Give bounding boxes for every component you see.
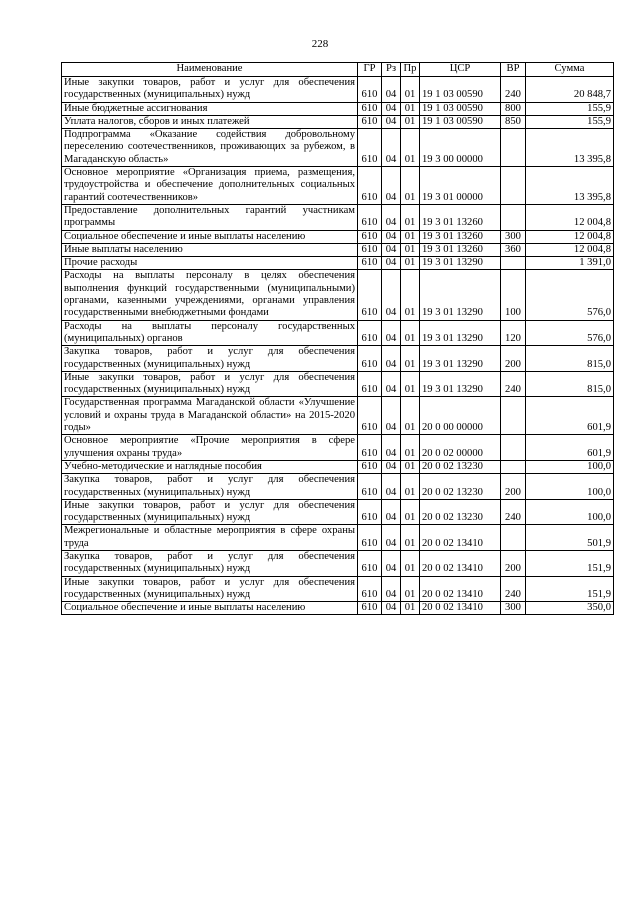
cell-csr: 19 1 03 00590 [420,115,501,128]
cell-csr: 19 3 01 13290 [420,320,501,346]
cell-sum: 100,0 [526,460,614,473]
cell-rz: 04 [382,102,401,115]
cell-rz: 04 [382,167,401,205]
cell-gr: 610 [358,576,382,602]
cell-name: Межрегиональные и областные мероприятия в сфере охраны труда [62,525,358,551]
cell-gr: 610 [358,320,382,346]
cell-gr: 610 [358,346,382,372]
cell-sum: 12 004,8 [526,243,614,256]
cell-csr: 19 3 01 13260 [420,243,501,256]
cell-vr: 240 [501,576,526,602]
cell-csr: 19 3 01 13290 [420,371,501,397]
cell-rz: 04 [382,474,401,500]
cell-csr: 20 0 02 13410 [420,550,501,576]
cell-rz: 04 [382,499,401,525]
cell-pr: 01 [401,230,420,243]
header-name: Наименование [62,63,358,77]
cell-name: Иные закупки товаров, работ и услуг для обеспечения государственных (муниципальных) нужд [62,499,358,525]
cell-vr: 800 [501,102,526,115]
cell-vr [501,525,526,551]
cell-sum: 13 395,8 [526,167,614,205]
cell-sum: 151,9 [526,576,614,602]
table-row [62,525,614,551]
page-number: 228 [311,38,329,50]
cell-sum: 815,0 [526,346,614,372]
cell-csr: 19 3 01 13290 [420,270,501,320]
cell-rz: 04 [382,371,401,397]
cell-csr: 19 3 01 13260 [420,230,501,243]
cell-gr: 610 [358,167,382,205]
table-header [62,63,614,77]
cell-pr: 01 [401,167,420,205]
cell-gr: 610 [358,77,382,103]
cell-gr: 610 [358,460,382,473]
cell-gr: 610 [358,230,382,243]
cell-pr: 01 [401,499,420,525]
cell-csr: 20 0 02 13230 [420,499,501,525]
cell-name: Уплата налогов, сборов и иных платежей [62,115,358,128]
cell-rz: 04 [382,243,401,256]
cell-rz: 04 [382,550,401,576]
cell-name: Учебно-методические и наглядные пособия [62,460,358,473]
cell-pr: 01 [401,602,420,615]
cell-pr: 01 [401,474,420,500]
cell-gr: 610 [358,499,382,525]
table-row [62,435,614,461]
cell-gr: 610 [358,129,382,167]
cell-vr: 360 [501,243,526,256]
cell-name: Иные бюджетные ассигнования [62,102,358,115]
cell-rz: 04 [382,460,401,473]
header-pr: Пр [401,63,420,77]
cell-csr: 19 1 03 00590 [420,77,501,103]
cell-rz: 04 [382,397,401,435]
cell-vr: 200 [501,346,526,372]
budget-table [61,62,614,615]
cell-vr: 850 [501,115,526,128]
cell-gr: 610 [358,525,382,551]
cell-gr: 610 [358,371,382,397]
cell-csr: 20 0 02 13410 [420,576,501,602]
cell-csr: 20 0 02 00000 [420,435,501,461]
cell-rz: 04 [382,320,401,346]
cell-pr: 01 [401,460,420,473]
cell-name: Предоставление дополнительных гарантий участникам программы [62,204,358,230]
cell-name: Подпрограмма «Оказание содействия добровольному переселению соотечественников, проживающих за рубежом, в Магаданскую область» [62,129,358,167]
table-row [62,550,614,576]
cell-name: Государственная программа Магаданской области «Улучшение условий и охраны труда в Магаданской области» на 2015-2020 годы» [62,397,358,435]
cell-name: Иные выплаты населению [62,243,358,256]
cell-sum: 501,9 [526,525,614,551]
cell-pr: 01 [401,576,420,602]
cell-csr: 19 3 01 13290 [420,257,501,270]
table-row [62,371,614,397]
cell-sum: 601,9 [526,435,614,461]
cell-name: Основное мероприятие «Организация приема, размещения, трудоустройства и обеспечение дополнительных социальных гарантий соотечественников» [62,167,358,205]
cell-sum: 12 004,8 [526,230,614,243]
cell-vr [501,257,526,270]
cell-name: Иные закупки товаров, работ и услуг для обеспечения государственных (муниципальных) нужд [62,576,358,602]
table-row [62,115,614,128]
cell-vr: 240 [501,77,526,103]
cell-pr: 01 [401,77,420,103]
cell-name: Социальное обеспечение и иные выплаты населению [62,602,358,615]
cell-vr: 240 [501,499,526,525]
cell-vr [501,204,526,230]
cell-rz: 04 [382,257,401,270]
cell-rz: 04 [382,129,401,167]
cell-name: Закупка товаров, работ и услуг для обеспечения государственных (муниципальных) нужд [62,346,358,372]
cell-vr [501,460,526,473]
cell-csr: 19 3 01 13260 [420,204,501,230]
cell-pr: 01 [401,320,420,346]
cell-sum: 100,0 [526,474,614,500]
cell-gr: 610 [358,243,382,256]
table-row [62,270,614,320]
header-gr: ГР [358,63,382,77]
table-row [62,129,614,167]
cell-pr: 01 [401,435,420,461]
table-body [62,77,614,615]
cell-sum: 155,9 [526,102,614,115]
cell-sum: 12 004,8 [526,204,614,230]
cell-rz: 04 [382,230,401,243]
cell-pr: 01 [401,204,420,230]
cell-pr: 01 [401,371,420,397]
table-row [62,230,614,243]
cell-sum: 1 391,0 [526,257,614,270]
cell-csr: 19 3 01 13290 [420,346,501,372]
cell-vr [501,397,526,435]
cell-name: Закупка товаров, работ и услуг для обеспечения государственных (муниципальных) нужд [62,474,358,500]
cell-csr: 20 0 02 13230 [420,474,501,500]
cell-name: Основное мероприятие «Прочие мероприятия в сфере улучшения охраны труда» [62,435,358,461]
table-row [62,320,614,346]
cell-pr: 01 [401,243,420,256]
cell-name: Расходы на выплаты персоналу в целях обеспечения выполнения функций государственными (муниципальными) органами, казенными учреждениями, органами управления государственными внебюджетными фондами [62,270,358,320]
table-row [62,576,614,602]
cell-sum: 13 395,8 [526,129,614,167]
cell-vr: 240 [501,371,526,397]
cell-csr: 19 3 00 00000 [420,129,501,167]
cell-sum: 20 848,7 [526,77,614,103]
table-row [62,102,614,115]
cell-rz: 04 [382,576,401,602]
cell-gr: 610 [358,435,382,461]
cell-rz: 04 [382,204,401,230]
cell-csr: 20 0 00 00000 [420,397,501,435]
cell-sum: 601,9 [526,397,614,435]
cell-rz: 04 [382,77,401,103]
table-row [62,204,614,230]
cell-sum: 576,0 [526,320,614,346]
cell-gr: 610 [358,204,382,230]
table-row [62,397,614,435]
cell-pr: 01 [401,550,420,576]
header-csr: ЦСР [420,63,501,77]
cell-csr: 19 1 03 00590 [420,102,501,115]
cell-rz: 04 [382,115,401,128]
table-row [62,346,614,372]
cell-gr: 610 [358,115,382,128]
cell-gr: 610 [358,102,382,115]
table-row [62,243,614,256]
cell-csr: 20 0 02 13410 [420,602,501,615]
table-row [62,257,614,270]
cell-gr: 610 [358,257,382,270]
cell-sum: 100,0 [526,499,614,525]
cell-rz: 04 [382,525,401,551]
cell-vr [501,167,526,205]
cell-rz: 04 [382,602,401,615]
cell-pr: 01 [401,115,420,128]
cell-gr: 610 [358,602,382,615]
cell-name: Расходы на выплаты персоналу государственных (муниципальных) органов [62,320,358,346]
cell-pr: 01 [401,102,420,115]
cell-rz: 04 [382,435,401,461]
cell-pr: 01 [401,397,420,435]
cell-name: Иные закупки товаров, работ и услуг для обеспечения государственных (муниципальных) нужд [62,371,358,397]
table-row [62,602,614,615]
cell-vr: 200 [501,474,526,500]
table-row [62,474,614,500]
cell-sum: 350,0 [526,602,614,615]
header-row [62,63,614,77]
cell-vr: 100 [501,270,526,320]
table-row [62,499,614,525]
header-rz: Рз [382,63,401,77]
cell-pr: 01 [401,346,420,372]
header-sum: Сумма [526,63,614,77]
table-row [62,460,614,473]
cell-vr: 120 [501,320,526,346]
cell-gr: 610 [358,397,382,435]
cell-csr: 20 0 02 13230 [420,460,501,473]
cell-pr: 01 [401,270,420,320]
cell-gr: 610 [358,550,382,576]
cell-csr: 20 0 02 13410 [420,525,501,551]
cell-sum: 576,0 [526,270,614,320]
table-row [62,167,614,205]
cell-vr: 200 [501,550,526,576]
header-vr: ВР [501,63,526,77]
cell-name: Закупка товаров, работ и услуг для обеспечения государственных (муниципальных) нужд [62,550,358,576]
cell-vr [501,129,526,167]
cell-vr [501,435,526,461]
cell-vr: 300 [501,230,526,243]
cell-csr: 19 3 01 00000 [420,167,501,205]
cell-pr: 01 [401,257,420,270]
cell-name: Иные закупки товаров, работ и услуг для обеспечения государственных (муниципальных) нужд [62,77,358,103]
table-row [62,77,614,103]
cell-rz: 04 [382,270,401,320]
cell-sum: 155,9 [526,115,614,128]
cell-vr: 300 [501,602,526,615]
cell-sum: 815,0 [526,371,614,397]
cell-gr: 610 [358,474,382,500]
cell-pr: 01 [401,129,420,167]
cell-name: Социальное обеспечение и иные выплаты населению [62,230,358,243]
cell-pr: 01 [401,525,420,551]
cell-name: Прочие расходы [62,257,358,270]
cell-rz: 04 [382,346,401,372]
cell-sum: 151,9 [526,550,614,576]
cell-gr: 610 [358,270,382,320]
